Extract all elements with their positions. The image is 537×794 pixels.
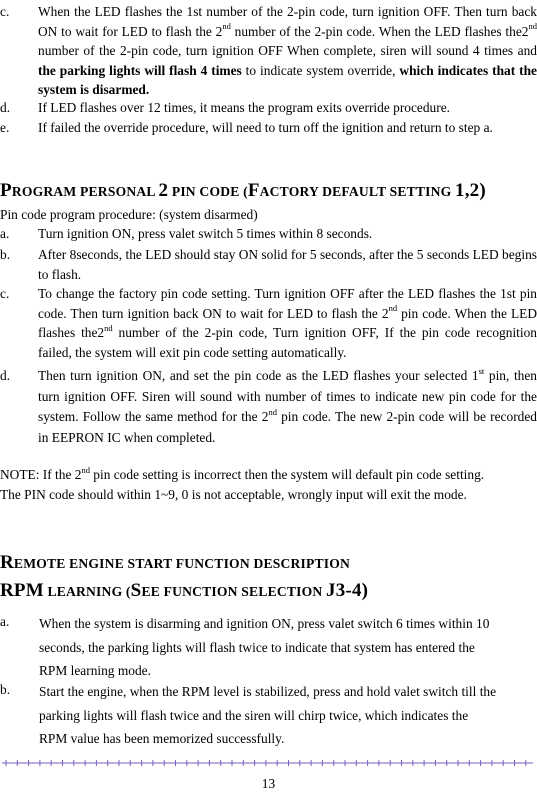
pin-step-c — [0, 284, 537, 362]
footer-divider — [0, 760, 537, 766]
list-marker: b. — [0, 247, 11, 262]
pin-step-b — [0, 245, 537, 284]
rpm-step-a — [0, 612, 537, 683]
list-marker: a. — [0, 226, 10, 241]
list-marker: d. — [0, 100, 11, 115]
section-heading-program-pin: PROGRAM PERSONAL 2 PIN CODE (FACTORY DEFAULT SETTING 1,2) — [0, 180, 486, 201]
note-pin-range: The PIN code should within 1~9, 0 is not acceptable, wrongly input will exit the mode. — [0, 487, 467, 502]
pin-step-a-text: Turn ignition ON, press valet switch 5 times within 8 seconds. — [38, 226, 373, 241]
pin-step-d — [0, 366, 537, 448]
page-number: 13 — [261, 776, 276, 791]
list-marker: e. — [0, 120, 10, 135]
note-default-setting: NOTE: If the 2nd pin code setting is incorrect then the system will default pin code setting. — [0, 464, 485, 482]
override-step-d-text: If LED flashes over 12 times, it means the program exits override procedure. — [38, 100, 450, 115]
pin-step-a — [0, 224, 537, 244]
bold-phrase: which indicates that the system is disarmed. — [38, 62, 537, 98]
list-marker: b. — [0, 682, 11, 697]
bold-phrase: the parking lights will flash 4 times — [38, 62, 242, 78]
pin-intro: Pin code program procedure: (system disarmed) — [0, 207, 258, 222]
rpm-step-a-text: When the system is disarming and ignition ON, press valet switch 6 times within 10 seconds, the parking lights will flash twice to indicate that system has entered the RPM learning mode. — [39, 616, 490, 678]
list-marker: a. — [0, 614, 10, 629]
rpm-step-b-text: Start the engine, when the RPM level is stabilized, press and hold valet switch till the parking lights will flash twice and the siren will chirp twice, which indicates the RPM value has been memorized successfully. — [39, 684, 497, 746]
section-heading-remote-start: REMOTE ENGINE START FUNCTION DESCRIPTION — [0, 552, 351, 573]
pin-step-d-text: Then turn ignition ON, and set the pin code as the LED flashes your selected 1st pin, then turn ignition OFF. Siren will sound with number of times to indicate new pin code for the system. Follow the same method for the 2nd pin code. The new 2-pin code will be recorded in EEPRON IC when completed. — [38, 365, 537, 445]
pin-step-b-text: After 8seconds, the LED should stay ON solid for 5 seconds, after the 5 seconds LED begins to flash. — [38, 247, 537, 282]
rpm-step-b — [0, 680, 537, 751]
override-step-c-text: When the LED flashes the 1st number of the 2-pin code, turn ignition OFF. Then turn back ON to wait for LED to flash the 2nd number of the 2-pin code. When the LED flashes the2nd number of the 2-pin code, turn ignition OFF When complete, siren will sound 4 times and the parking lights will flash 4 times to indicate system override, which indicates that the system is disarmed. — [38, 4, 537, 98]
list-marker: d. — [0, 368, 11, 383]
list-marker: c. — [0, 286, 10, 301]
pin-step-c-text: To change the factory pin code setting. Turn ignition OFF after the LED flashes the 1st pin code. Then turn ignition back ON to wait for LED to flash the 2nd pin code. When the LED flashes the2nd number of the 2-pin code, Turn ignition OFF, If the pin code recognition failed, the system will exit pin code setting automatically. — [38, 286, 537, 360]
override-step-d — [0, 98, 537, 118]
section-heading-rpm-learning: RPM LEARNING (SEE FUNCTION SELECTION J3-4) — [0, 580, 369, 601]
list-marker: c. — [0, 4, 10, 19]
override-step-e-text: If failed the override procedure, will need to turn off the ignition and return to step a. — [38, 120, 493, 135]
override-step-e — [0, 118, 537, 138]
override-step-c — [0, 2, 537, 100]
